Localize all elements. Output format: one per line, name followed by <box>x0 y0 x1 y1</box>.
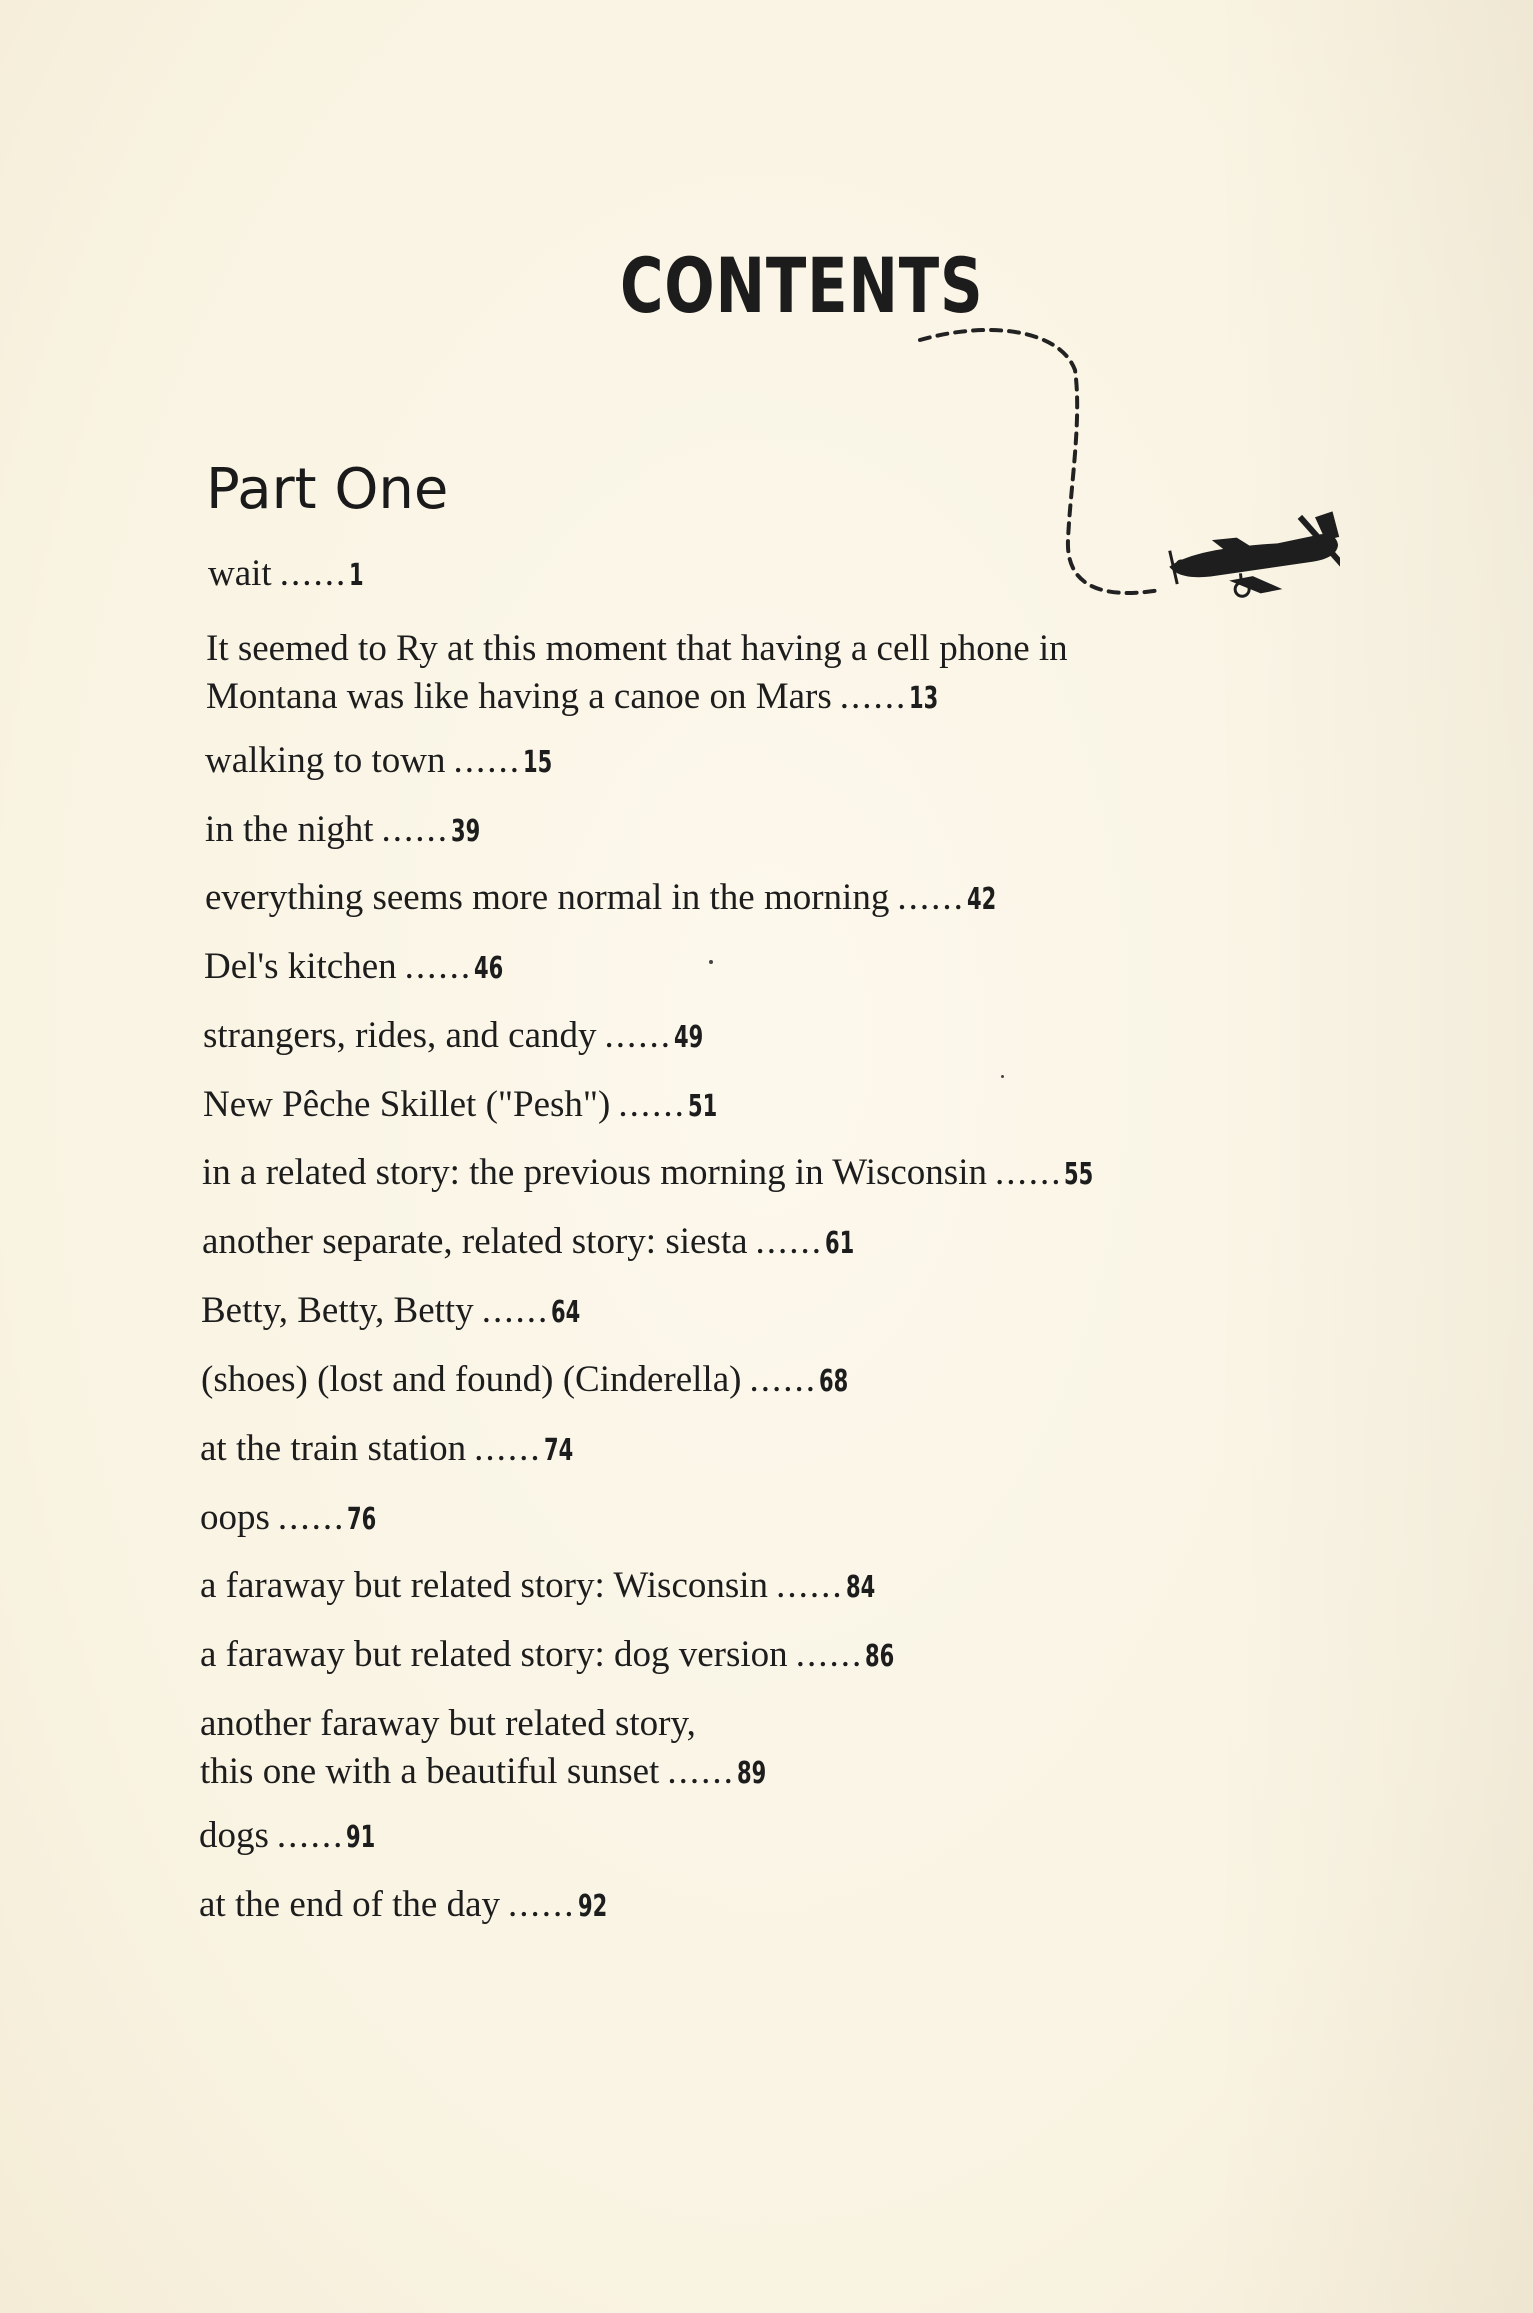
dot-leader: ...... <box>897 877 965 918</box>
toc-page-number: 91 <box>346 1820 376 1855</box>
toc-entry <box>203 1012 716 1062</box>
toc-page-number: 74 <box>543 1433 573 1468</box>
toc-entry-title: everything seems more normal in the morning <box>205 877 890 918</box>
toc-entry <box>199 1812 388 1862</box>
toc-entry-title: a faraway but related story: dog version <box>200 1634 788 1675</box>
toc-entry <box>208 550 370 600</box>
toc-entry-title: (shoes) (lost and found) (Cinderella) <box>201 1359 742 1400</box>
toc-page-number: 76 <box>347 1502 377 1537</box>
toc-entry <box>205 806 493 856</box>
toc-entry-title: this one with a beautiful sunset <box>200 1751 660 1792</box>
airplane-icon <box>1165 511 1340 604</box>
toc-entry-title: It seemed to Ry at this moment that having a cell phone in <box>206 628 1068 669</box>
toc-entry-title: Montana was like having a canoe on Mars <box>206 676 832 717</box>
toc-entry <box>200 1562 887 1612</box>
toc-page-number: 89 <box>736 1756 767 1791</box>
toc-page-number: 1 <box>349 558 364 593</box>
toc-entry <box>200 1494 389 1544</box>
toc-entry-title: another faraway but related story, <box>200 1703 696 1744</box>
toc-page-number: 55 <box>1064 1157 1094 1192</box>
toc-entry-title: walking to town <box>205 740 446 781</box>
toc-page-number: 86 <box>865 1639 895 1674</box>
toc-page-number: 68 <box>818 1364 849 1399</box>
contents-heading: CONTENTS <box>620 241 984 330</box>
dot-leader: ...... <box>994 1152 1063 1193</box>
toc-entry <box>204 943 516 993</box>
toc-entry <box>202 1218 867 1268</box>
part-one-heading: Part One <box>206 457 449 522</box>
toc-page-number: 61 <box>825 1226 855 1261</box>
dot-leader: ...... <box>839 676 908 717</box>
toc-entry-title: Betty, Betty, Betty <box>201 1290 474 1331</box>
toc-entry <box>200 1425 585 1475</box>
dot-leader: ...... <box>474 1428 542 1469</box>
toc-entry <box>200 1700 779 1798</box>
dot-leader: ...... <box>277 1497 346 1538</box>
toc-page-number: 49 <box>674 1020 704 1055</box>
dot-leader: ...... <box>776 1565 844 1606</box>
toc-page-number: 64 <box>551 1295 581 1330</box>
toc-page-number: 92 <box>577 1889 607 1924</box>
toc-entry <box>206 625 1068 723</box>
toc-entry <box>205 874 1009 924</box>
toc-entry-title: oops <box>200 1497 270 1538</box>
toc-entry-title: in a related story: the previous morning in Wisconsin <box>202 1152 987 1193</box>
toc-entry-title: dogs <box>199 1815 269 1856</box>
dot-leader: ...... <box>604 1015 673 1056</box>
dot-leader: ...... <box>453 740 521 781</box>
dashed-flight-path <box>920 330 1160 593</box>
toc-entry <box>202 1149 1106 1199</box>
toc-entry <box>205 737 565 787</box>
toc-entry-title: New Pêche Skillet ("Pesh") <box>203 1084 611 1125</box>
dot-leader: ...... <box>667 1751 735 1792</box>
toc-page-number: 42 <box>966 882 997 917</box>
toc-entry-title: in the night <box>205 809 374 850</box>
dot-leader: ...... <box>795 1634 864 1675</box>
toc-page-number: 13 <box>909 681 939 716</box>
dot-leader: ...... <box>276 1815 345 1856</box>
toc-page-number: 51 <box>687 1089 718 1124</box>
toc-page-number: 46 <box>474 951 504 986</box>
paper-speck <box>709 960 713 964</box>
toc-entry-title: Del's kitchen <box>204 946 397 987</box>
dot-leader: ...... <box>279 553 348 594</box>
toc-entry-title: at the train station <box>200 1428 467 1469</box>
dot-leader: ...... <box>749 1359 817 1400</box>
dot-leader: ...... <box>404 946 473 987</box>
toc-page-number: 84 <box>845 1570 875 1605</box>
toc-entry-title: a faraway but related story: Wisconsin <box>200 1565 769 1606</box>
toc-entry <box>200 1631 907 1681</box>
dot-leader: ...... <box>755 1221 824 1262</box>
toc-entry <box>201 1356 861 1406</box>
toc-entry <box>199 1881 619 1931</box>
toc-entry-title: another separate, related story: siesta <box>202 1221 748 1262</box>
toc-entry-title: strangers, rides, and candy <box>203 1015 597 1056</box>
paper-speck <box>1001 1075 1004 1078</box>
toc-entry <box>203 1081 730 1131</box>
toc-entry-title: at the end of the day <box>199 1884 501 1925</box>
toc-page-number: 39 <box>451 814 481 849</box>
dot-leader: ...... <box>508 1884 576 1925</box>
dot-leader: ...... <box>481 1290 550 1331</box>
toc-entry-title: wait <box>208 553 272 594</box>
dot-leader: ...... <box>381 809 450 850</box>
toc-page-number: 15 <box>522 745 553 780</box>
toc-entry <box>201 1287 593 1337</box>
dot-leader: ...... <box>618 1084 686 1125</box>
airplane-flight-path-illustration <box>900 300 1340 630</box>
